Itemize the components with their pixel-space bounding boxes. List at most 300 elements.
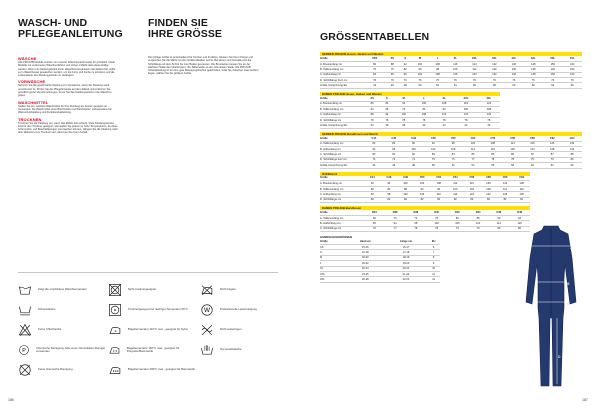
table-cell: 85 — [463, 152, 483, 157]
table-cell: 108 — [443, 146, 463, 151]
column-header: D44 — [468, 210, 489, 215]
table-cell: 118 — [464, 192, 481, 197]
table-cell: 76 — [385, 67, 399, 72]
column-header: Hand cm — [346, 239, 385, 244]
washing-heading: WÄSCHE — [18, 56, 37, 61]
measure-label-a: A — [570, 246, 573, 250]
table-cell: 114 — [464, 67, 485, 72]
row-label: C. Hüftumfang cm — [320, 192, 364, 197]
table-cell: 112 — [447, 181, 464, 186]
table-cell: 116 — [464, 181, 481, 186]
care-row — [108, 320, 200, 340]
column-header: C62 — [513, 176, 530, 181]
table-row — [320, 83, 582, 88]
care-label: Nicht auswringen — [220, 327, 242, 332]
table-cell: 76 — [394, 107, 414, 112]
table-cell: 90 — [489, 215, 510, 220]
size-table-header: HANDSCHUHGRÖSSEN — [320, 235, 353, 240]
row-label: D. Schrittlänge Kurz cm — [320, 78, 364, 83]
table-cell: 116 — [454, 101, 478, 106]
wash-title: WASCH- UND PFLEGEANLEITUNG — [18, 17, 123, 40]
table-cell: 76 — [411, 78, 429, 83]
table-cell: 90 — [364, 221, 385, 226]
column-header: C50 — [414, 176, 431, 181]
row-label: XXL — [320, 271, 346, 276]
column-header: C56 — [464, 176, 481, 181]
size-table — [320, 176, 530, 203]
table-cell: 132 — [562, 146, 582, 151]
table-cell: 62 — [542, 163, 562, 168]
table-cell: 26-28 — [346, 277, 385, 282]
row-label: 3XL — [320, 277, 346, 282]
table-row — [320, 197, 530, 202]
table-cell: 19-20 — [385, 261, 428, 266]
column-header: Größe — [320, 176, 364, 181]
table-cell: 116 — [483, 146, 503, 151]
size-table — [320, 96, 500, 129]
table-cell: 12 — [427, 277, 440, 282]
column-header: C48 — [404, 136, 424, 141]
table-cell: 74 — [406, 215, 427, 220]
table-cell: 18-20 — [346, 255, 385, 260]
table-cell: 64 — [562, 163, 582, 168]
table-cell: 50 — [411, 83, 429, 88]
size-table-header: DAMEN PROJOB Bundhosen — [320, 206, 530, 210]
column-header: D48 — [509, 210, 530, 215]
table-row — [320, 123, 500, 128]
column-header: 7XL — [562, 56, 582, 61]
table-cell: 82 — [513, 197, 530, 202]
table-cell: 70 — [385, 215, 406, 220]
column-header: C60 — [497, 176, 514, 181]
page-number-right: 187 — [582, 398, 588, 402]
care-label: Zeigt die empfohlene Waschtemperatur — [38, 287, 87, 292]
table-cell: 79 — [542, 157, 562, 162]
no-bleach-icon — [18, 323, 32, 337]
hand-wash-icon — [200, 343, 214, 357]
column-header: C44 — [364, 176, 381, 181]
table-cell: 38 — [394, 123, 414, 128]
column-header: EU — [427, 239, 440, 244]
table-cell: 76 — [385, 78, 399, 83]
table-cell: 86 — [384, 141, 404, 146]
table-cell: 108 — [480, 186, 497, 191]
table-cell: 48 — [404, 163, 424, 168]
row-label: A. Brustumfang cm — [320, 61, 364, 66]
care-row — [200, 340, 280, 360]
table-cell: 84 — [443, 152, 463, 157]
table-cell: 104 — [414, 181, 431, 186]
table-cell: 98 — [429, 67, 447, 72]
care-row — [108, 300, 200, 320]
row-label: Größe Umrechnung EU — [320, 163, 364, 168]
table-cell: 78 — [454, 117, 478, 122]
row-label: L — [320, 261, 346, 266]
column-header: C50 — [423, 136, 443, 141]
table-cell: 18-19 — [385, 255, 428, 260]
column-header: C48 — [397, 176, 414, 181]
table-cell: 80 — [364, 61, 385, 66]
care-row — [18, 320, 108, 340]
table-cell: 82 — [414, 197, 431, 202]
table-cell: 108 — [483, 141, 503, 146]
table-cell: 76 — [562, 78, 582, 83]
table-cell: 11 — [427, 271, 440, 276]
table-cell: 108 — [429, 61, 447, 66]
table-cell: 132 — [485, 61, 504, 66]
size-table — [320, 239, 440, 283]
table-cell: 20-21 — [385, 266, 428, 271]
size-table-header: DAMEN PROJOB Hosen, Jacken und Westen — [320, 92, 500, 96]
table-cell: 140 — [504, 72, 523, 77]
drying-heading: TROCKNEN — [18, 116, 42, 122]
table-cell: 106 — [447, 221, 468, 226]
table-cell: 92 — [434, 107, 454, 112]
table-cell: 76 — [399, 78, 411, 83]
table-cell: 80 — [364, 101, 380, 106]
row-label: C. Schrittlänge cm — [320, 152, 364, 157]
iron-high-icon — [108, 363, 122, 377]
row-label: XS — [320, 244, 346, 249]
column-header: XL — [446, 56, 464, 61]
divider — [18, 272, 278, 273]
column-header: Größe — [320, 96, 364, 101]
table-cell: 34 — [364, 123, 380, 128]
care-row — [108, 280, 200, 300]
table-cell: 78 — [483, 157, 503, 162]
table-cell: 88 — [364, 112, 380, 117]
table-cell: 106 — [414, 192, 431, 197]
table-cell: 16-17 — [385, 244, 428, 249]
table-cell: 92 — [399, 61, 411, 66]
table-cell: 148 — [524, 61, 543, 66]
coverall-figure — [520, 218, 582, 394]
table-cell: 80 — [509, 226, 530, 231]
table-cell: 58 — [485, 83, 504, 88]
row-label: A. Taillenumfang cm — [320, 215, 364, 220]
table-cell: 96 — [384, 146, 404, 151]
table-cell: 124 — [478, 101, 500, 106]
table-cell: 76 — [364, 226, 385, 231]
table-cell: 76 — [443, 157, 463, 162]
size-table-3 — [320, 132, 582, 169]
column-header: C52 — [430, 176, 447, 181]
wash-column — [18, 56, 118, 135]
table-cell: 10 — [427, 266, 440, 271]
row-label: A. Brustumfang cm — [320, 101, 364, 106]
care-col-3 — [200, 280, 280, 360]
table-cell: 81 — [384, 152, 404, 157]
table-cell: 128 — [542, 146, 562, 151]
care-label: Nicht bügeln — [220, 287, 236, 292]
care-label: Schonwäsche — [38, 307, 56, 312]
table-cell: 52 — [443, 163, 463, 168]
iron-low-icon — [108, 323, 122, 337]
table-cell: 54 — [446, 83, 464, 88]
table-cell: 54 — [463, 163, 483, 168]
table-cell: 92 — [414, 186, 431, 191]
drying-text: Trocknen Sie die Kleidung nur, wenn das Etikett dies erlaubt. Viele Kleidungsstücke sind für den Trockner geeignet. Vermeiden Sie jedoch zu hohe Temperaturen, da diese Schrumpfen und Beschädigungen verursachen können. Hängen Sie die Kleidung nach dem Waschen zum Trocknen auf, damit sie ihre Form behält. — [18, 121, 118, 135]
table-cell: 78 — [414, 117, 434, 122]
table-cell: 110 — [430, 192, 447, 197]
row-label: C. Hüftumfang cm — [320, 72, 364, 77]
table-cell: 20-22 — [346, 261, 385, 266]
column-header: C46 — [384, 136, 404, 141]
washing-text: Alle PROJOB Modelle wurden von unserer Waschexpertin/-leiter für gründlich, beide Modelle mit verfeinerten Waschverfahren und sicher entfärbt dass diese kräftig werden. Wenn ein Kleidungsstück einen Waschbeutel-Hinweis oder Etikett hat, sollte es in Waschbeutel gewaschen werden, um die Form und Farbe zu schützen und die Lebensdauer des Kleidungsstücks zu verlängern. — [18, 61, 116, 78]
table-cell: 48 — [399, 83, 411, 88]
table-cell: 124 — [464, 61, 485, 66]
size-title: FINDEN SIE IHRE GRÖSSE — [148, 17, 223, 40]
column-header: C56 — [483, 136, 503, 141]
column-header: C58 — [503, 136, 523, 141]
table-cell: 82 — [447, 215, 468, 220]
table-cell: 126 — [542, 141, 562, 146]
table-cell: 68 — [380, 107, 393, 112]
table-cell: 114 — [447, 192, 464, 197]
table-cell: 156 — [543, 72, 562, 77]
care-row — [200, 300, 280, 320]
wash-temp-icon — [18, 283, 32, 297]
table-cell: 126 — [497, 192, 514, 197]
table-cell: 8 — [427, 255, 440, 260]
table-cell: 44 — [454, 123, 478, 128]
table-cell: 60 — [523, 163, 543, 168]
size-table — [320, 56, 582, 89]
table-cell: 56 — [483, 163, 503, 168]
table-cell: 9 — [427, 261, 440, 266]
table-cell: 86 — [483, 152, 503, 157]
column-header: C54 — [447, 176, 464, 181]
table-cell: 76 — [524, 78, 543, 83]
column-header: 3XL — [478, 96, 500, 101]
measure-label-b: B — [567, 282, 570, 286]
size-table — [320, 210, 530, 232]
table-cell: 114 — [489, 221, 510, 226]
table-cell: 64 — [364, 107, 380, 112]
column-header: C64 — [562, 136, 582, 141]
table-cell: 76 — [504, 78, 523, 83]
table-cell: 83 — [423, 152, 443, 157]
column-header: S — [399, 56, 411, 61]
table-cell: 66 — [562, 83, 582, 88]
column-header: D40 — [426, 210, 447, 215]
table-cell: 130 — [504, 67, 523, 72]
column-header: D36 — [385, 210, 406, 215]
table-cell: 79 — [447, 226, 468, 231]
table-cell: 90 — [385, 72, 399, 77]
table-cell: 82 — [364, 141, 384, 146]
column-header: Länge cm — [385, 239, 428, 244]
table-cell: 78 — [426, 215, 447, 220]
table-cell: 46 — [384, 163, 404, 168]
table-cell: 80 — [364, 152, 384, 157]
row-label: B. Hüftumfang cm — [320, 221, 364, 226]
table-cell: 79 — [468, 226, 489, 231]
table-cell: 112 — [497, 186, 514, 191]
table-cell: 22-23 — [385, 277, 428, 282]
table-cell: 140 — [504, 61, 523, 66]
table-cell: 82 — [447, 197, 464, 202]
table-cell: 96 — [430, 186, 447, 191]
no-dry-clean-icon — [18, 363, 32, 377]
care-row — [200, 280, 280, 300]
table-cell: 104 — [423, 146, 443, 151]
column-header: C58 — [480, 176, 497, 181]
table-cell: 82 — [397, 197, 414, 202]
table-cell: 87 — [523, 152, 543, 157]
row-label: S — [320, 250, 346, 255]
size-table-header: HERREN PROJOB Hosen, Jacken und Westen — [320, 52, 582, 56]
care-row — [108, 340, 200, 360]
table-row — [320, 163, 582, 168]
column-header: C54 — [463, 136, 483, 141]
table-cell: 100 — [447, 186, 464, 191]
care-row — [18, 300, 108, 320]
table-cell: 24-26 — [346, 271, 385, 276]
table-cell: 84 — [380, 101, 393, 106]
row-label: D. Schrittlänge cm — [320, 117, 364, 122]
table-cell: 116 — [446, 61, 464, 66]
prewash-heading: VORWÄSCHE — [18, 79, 46, 85]
table-cell: 78 — [394, 117, 414, 122]
table-cell: 112 — [463, 146, 483, 151]
table-cell: 17-18 — [385, 250, 428, 255]
column-header: XXL — [464, 56, 485, 61]
care-row — [18, 340, 108, 360]
table-cell: 124 — [523, 146, 543, 151]
table-cell: 62 — [524, 83, 543, 88]
table-cell: 82 — [381, 197, 398, 202]
table-cell: 86 — [468, 215, 489, 220]
table-cell: 92 — [364, 181, 381, 186]
table-cell: 52 — [429, 83, 447, 88]
table-cell: 64 — [543, 83, 562, 88]
table-row — [320, 277, 440, 282]
table-cell: 132 — [562, 141, 582, 146]
table-cell: 120 — [523, 141, 543, 146]
table-cell: 66 — [364, 215, 385, 220]
table-cell: 94 — [364, 192, 381, 197]
column-header: 6XL — [543, 56, 562, 61]
column-header: D34 — [364, 210, 385, 215]
table-cell: 82 — [464, 197, 481, 202]
table-cell: 76 — [464, 78, 485, 83]
table-cell: 132 — [478, 112, 500, 117]
table-cell: 6 — [427, 244, 440, 249]
column-header: Größe — [320, 210, 364, 215]
table-cell: 114 — [503, 141, 523, 146]
row-label: XL — [320, 266, 346, 271]
table-cell: 102 — [397, 192, 414, 197]
row-label: M — [320, 255, 346, 260]
table-cell: 164 — [562, 61, 582, 66]
table-cell: 78 — [406, 226, 427, 231]
table-cell: 76 — [446, 78, 464, 83]
table-cell: 104 — [464, 186, 481, 191]
table-cell: 92 — [394, 101, 414, 106]
table-cell: 94 — [385, 221, 406, 226]
size-table-1 — [320, 52, 582, 89]
column-header: M — [394, 96, 414, 101]
column-header: Größe — [320, 56, 364, 61]
table-cell: 120 — [480, 181, 497, 186]
table-cell: 148 — [524, 72, 543, 77]
table-cell: 100 — [414, 101, 434, 106]
column-header: D42 — [447, 210, 468, 215]
table-cell: 75 — [423, 157, 443, 162]
row-label: Größe Umrechnung EU — [320, 83, 364, 88]
table-cell: 74 — [404, 157, 424, 162]
table-cell: 76 — [543, 78, 562, 83]
column-header: L — [414, 96, 434, 101]
table-cell: 90 — [404, 141, 424, 146]
table-cell: 108 — [430, 181, 447, 186]
tumble-dry-low-icon — [108, 303, 122, 317]
column-header: 3XL — [485, 56, 504, 61]
column-header: S — [380, 96, 393, 101]
column-header: 5XL — [524, 56, 543, 61]
table-cell: 78 — [434, 117, 454, 122]
table-cell: 108 — [478, 107, 500, 112]
table-cell: 106 — [446, 67, 464, 72]
care-label: Bügeltemperatur 110°C max., geeignet für Nylon — [128, 327, 189, 332]
table-cell: 86 — [503, 152, 523, 157]
table-cell: 90 — [411, 67, 429, 72]
table-cell: 94 — [423, 141, 443, 146]
table-cell: 76 — [364, 78, 385, 83]
column-header: XXL — [454, 96, 478, 101]
table-cell: 46 — [385, 83, 399, 88]
table-cell: 7 — [427, 250, 440, 255]
care-label: Keine Chlorbleiche — [38, 327, 62, 332]
size-table-small — [320, 235, 440, 283]
table-cell: 79 — [523, 157, 543, 162]
table-cell: 40 — [414, 123, 434, 128]
size-table-5 — [320, 206, 530, 232]
table-cell: 73 — [384, 157, 404, 162]
table-cell: 50 — [423, 163, 443, 168]
care-label: Bügeltemperatur 200°C max., geeignet für Baumwolle — [128, 367, 195, 372]
table-cell: 78 — [426, 226, 447, 231]
care-label: Trocknergeeignet bei niedriger Temperatur 60°C — [128, 307, 188, 312]
column-header: Größe — [320, 136, 364, 141]
column-header: XS — [364, 96, 380, 101]
table-cell: 92 — [380, 112, 393, 117]
row-label: D. Schrittlänge cm — [320, 197, 364, 202]
row-label: D. Schrittlänge kurz cm — [320, 157, 364, 162]
table-cell: 70 — [364, 67, 385, 72]
row-label: C. Schrittlänge cm — [320, 226, 364, 231]
size-table-header: OVERALLS — [320, 172, 530, 176]
size-table-header: HERREN PROJOB Bundhosen und Shorts — [320, 132, 582, 136]
table-cell: 82 — [497, 197, 514, 202]
row-label: C. Hüftumfang cm — [320, 112, 364, 117]
table-cell: 46 — [478, 123, 500, 128]
column-header: M — [411, 56, 429, 61]
no-tumble-dry-icon — [108, 283, 122, 297]
size-table — [320, 136, 582, 169]
table-cell: 80 — [489, 226, 510, 231]
column-header: XL — [434, 96, 454, 101]
table-cell: 146 — [543, 67, 562, 72]
row-label: B. Hüftumfang cm — [320, 146, 364, 151]
care-row — [18, 360, 108, 380]
table-cell: 78 — [478, 117, 500, 122]
column-header: C62 — [542, 136, 562, 141]
table-cell: 58 — [503, 163, 523, 168]
row-label: A. Taillenumfang cm — [320, 141, 364, 146]
table-cell: 77 — [463, 157, 483, 162]
